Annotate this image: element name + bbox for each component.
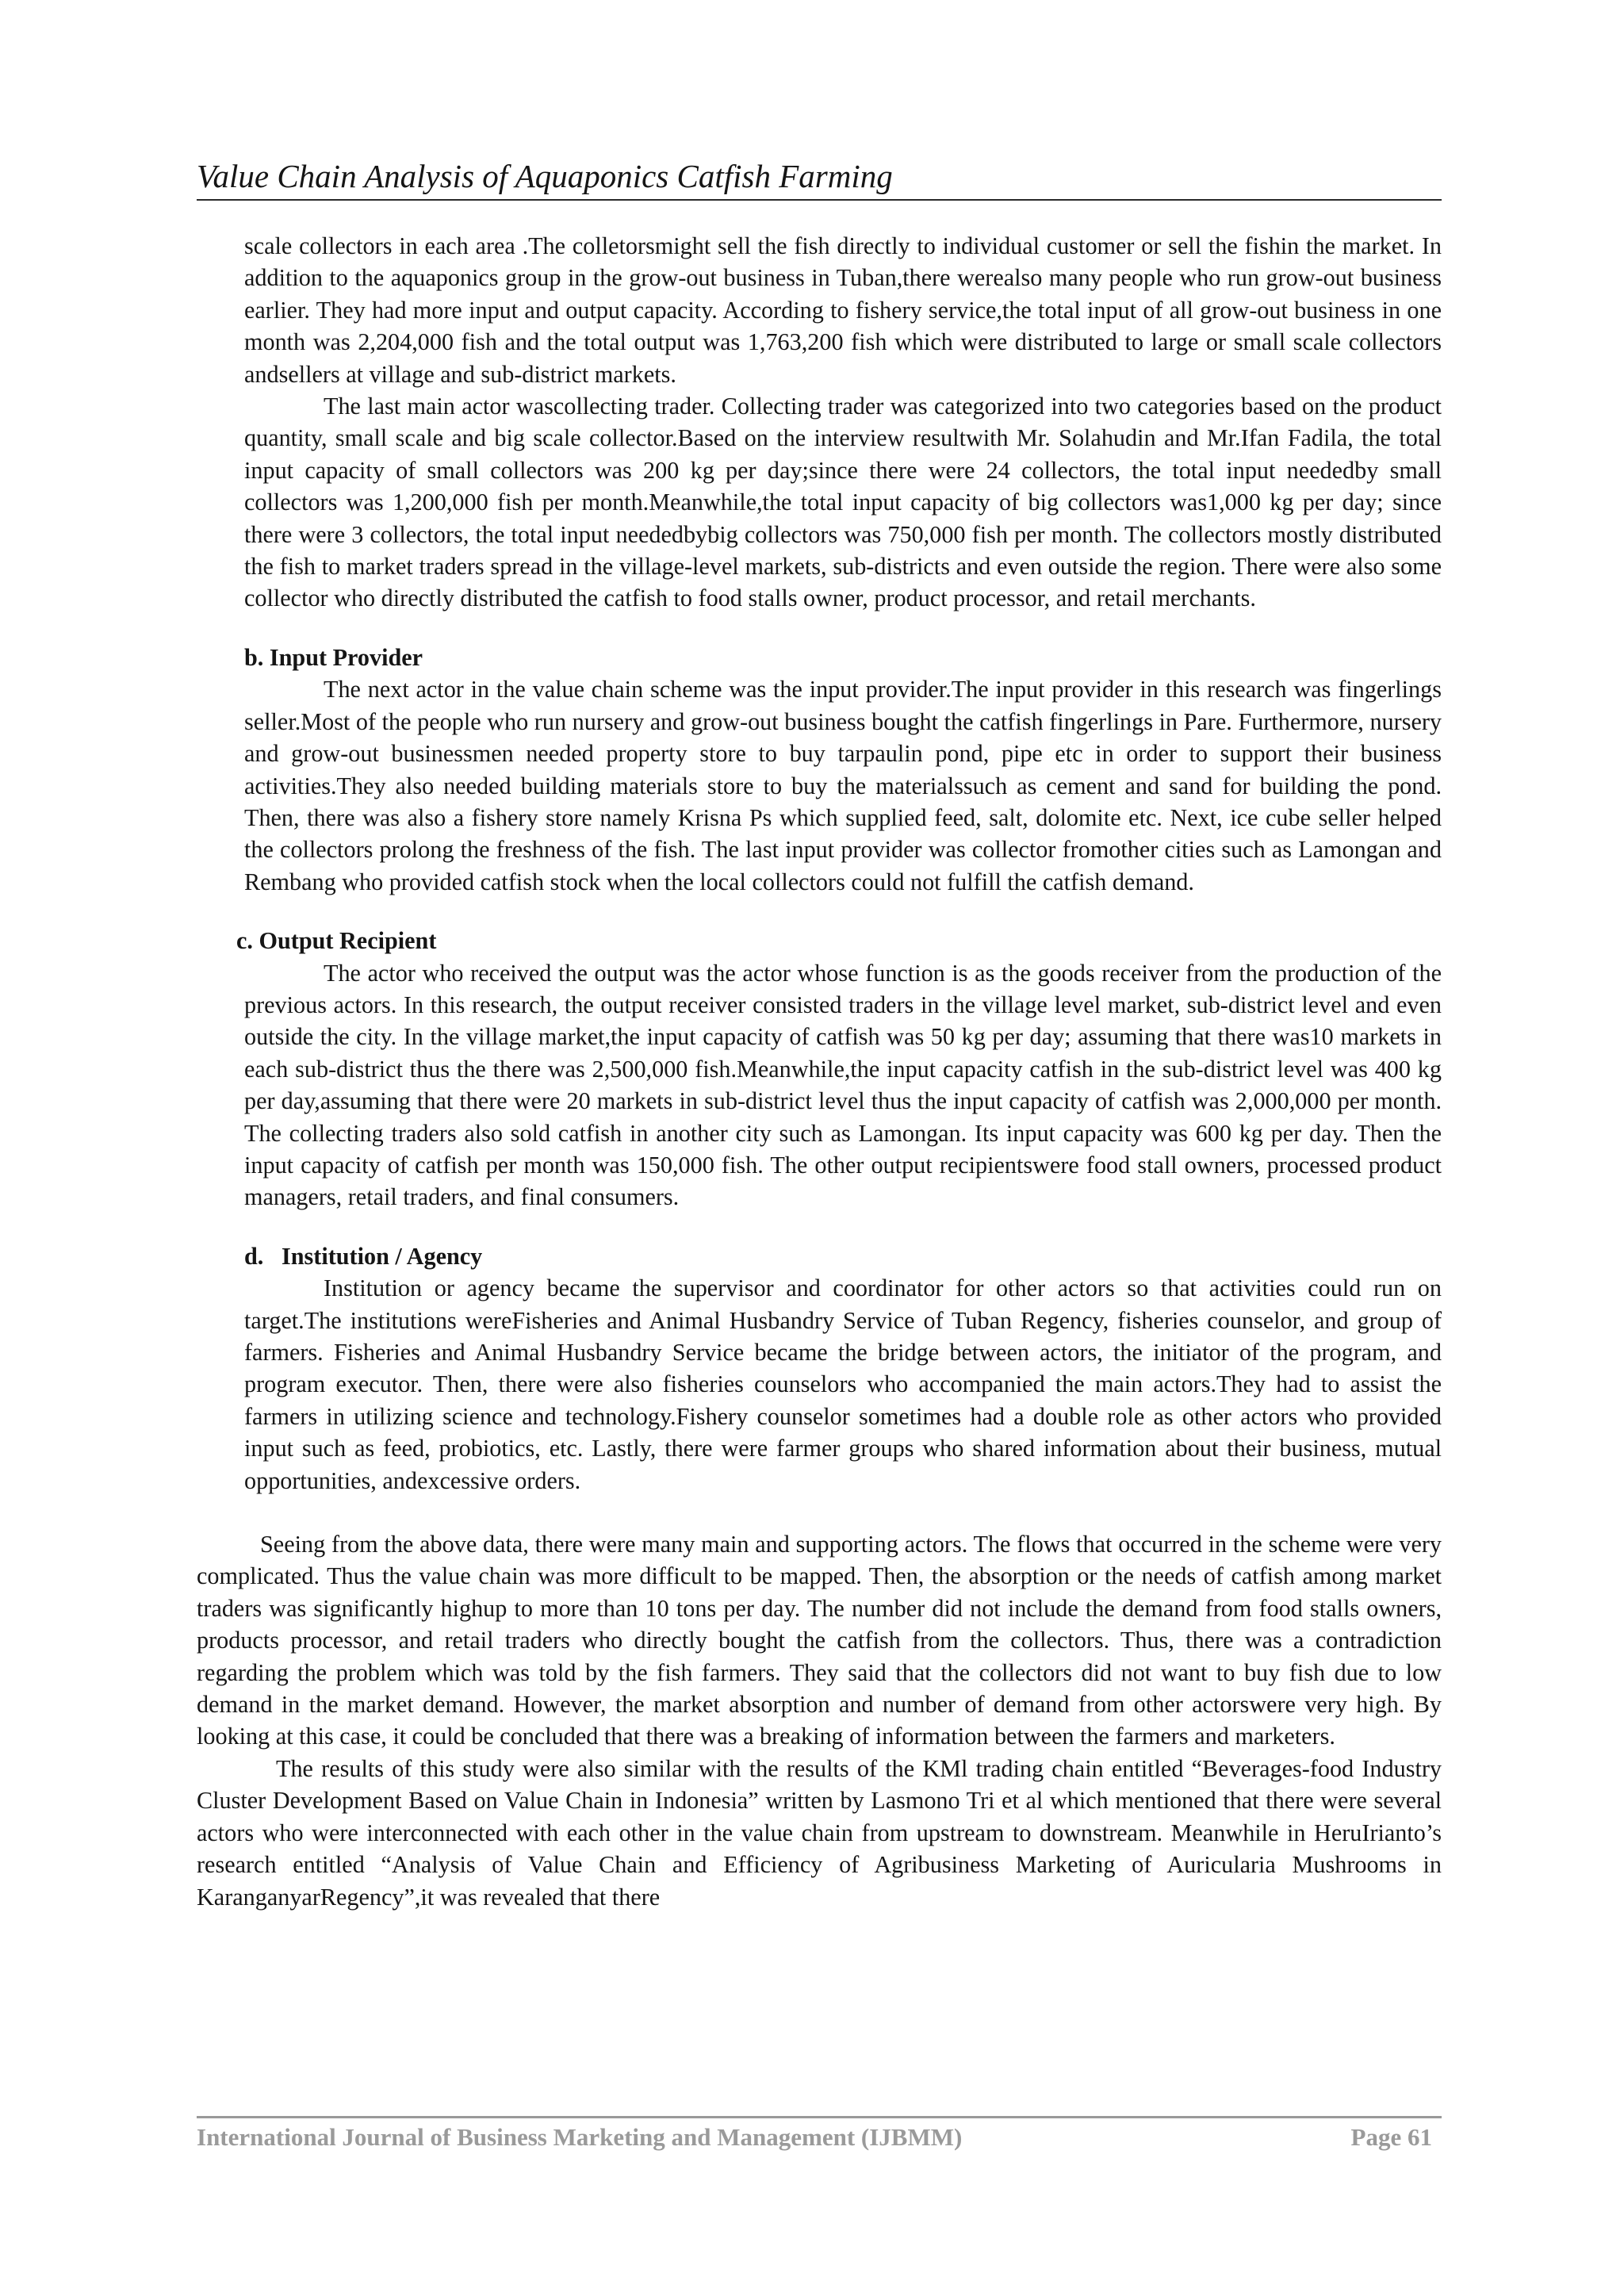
section-heading-input-provider: b. Input Provider [244,643,423,671]
paragraph-collecting-trader: The last main actor wascollecting trader. Collecting trader was categorized into two categories based on the product quantity, small scale and big scale collector.Based on the interview resultwith Mr. Solahudin and Mr.Ifan Fadila, the total input capacity of small collectors was 200 kg per day;since there were 24 collectors, the total input neededby small collectors was 1,200,000 fish per month.Meanwhile,the total input capacity of big collectors was1,000 kg per day; since there were 3 collectors, the total input neededbybig collectors was 750,000 fish per month. The collectors mostly distributed the fish to market traders spread in the village-level markets, sub-districts and even outside the region. There were also some collector who directly distributed the catfish to food stalls owner, product processor, and retail merchants. [244,393,1442,612]
paragraph-input-provider: The next actor in the value chain scheme was the input provider.The input provider in this research was fingerlings seller.Most of the people who run nursery and grow-out business bought the catfish fingerlings in Pare. Furthermore, nursery and grow-out businessmen needed property store to buy tarpaulin pond, pipe etc in order to support their business activities.They also needed building materials store to buy the materialssuch as cement and sand for building the pond. Then, there was also a fishery store namely Krisna Ps which supplied feed, salt, dolomite etc. Next, ice cube seller helped the collectors prolong the freshness of the fish. The last input provider was collector fromother cities such as Lamongan and Rembang who provided catfish stock when the local collectors could not fulfill the catfish demand. [244,676,1442,895]
paragraph-collectors-intro: scale collectors in each area .The colletorsmight sell the fish directly to individual customer or sell the fishin the market. In addition to the aquaponics group in the grow-out business in Tuban,there werealso many people who run grow-out business earlier. They had more input and output capacity. According to fishery service,the total input of all grow-out business in one month was 2,204,000 fish and the total output was 1,763,200 fish which were distributed to large or small scale collectors andsellers at village and sub-district markets. [244,232,1442,388]
paragraph-institution: Institution or agency became the supervisor and coordinator for other actors so that activities could run on target.The institutions wereFisheries and Animal Husbandry Service of Tuban Regency, fisheries counselor, and group of farmers. Fisheries and Animal Husbandry Service became the bridge between actors, the initiator of the program, and program executor. Then, there were also fisheries counselors who accompanied the main actors.They had to assist the farmers in utilizing science and technology.Fishery counselor sometimes had a double role as other actors who provided input such as feed, probiotics, etc. Lastly, there were farmer groups who shared information about their business, mutual opportunities, andexcessive orders. [244,1274,1442,1494]
page-number: Page 61 [1350,2123,1432,2151]
page-body [197,230,1442,1913]
indented-section [197,230,1442,1497]
page-footer [197,2116,1442,2152]
running-title: Value Chain Analysis of Aquaponics Catfish Farming [197,158,893,194]
paragraph-output-recipient: The actor who received the output was the actor whose function is as the goods receiver from the production of the previous actors. In this research, the output receiver consisted traders in the village level market, sub-district level and even outside the city. In the village market,the input capacity of catfish was 50 kg per day; assuming that there was10 markets in each sub-district thus the there was 2,500,000 fish.Meanwhile,the input capacity catfish in the sub-district level was 400 kg per day,assuming that there were 20 markets in sub-district level thus the input capacity of catfish was 2,000,000 per month. The collecting traders also sold catfish in another city such as Lamongan. Its input capacity was 600 kg per day. Then the input capacity of catfish per month was 150,000 fish. The other output recipientswere food stall owners, processed product managers, retail traders, and final consumers. [244,959,1442,1211]
section-heading-institution: d. Institution / Agency [244,1242,483,1270]
journal-name: International Journal of Business Marketing and Management (IJBMM) [197,2123,963,2151]
running-header [197,155,1442,201]
paragraph-comparison: The results of this study were also similar with the results of the KMl trading chain entitled “Beverages-food Industry Cluster Development Based on Value Chain in Indonesia” written by Lasmono Tri et al which mentioned that there were several actors who were interconnected with each other in the value chain from upstream to downstream. Meanwhile in HeruIrianto’s research entitled “Analysis of Value Chain and Efficiency of Agribusiness Marketing of Auricularia Mushrooms in KaranganyarRegency”,it was revealed that there [197,1754,1442,1911]
paragraph-discussion: Seeing from the above data, there were many main and supporting actors. The flows that occurred in the scheme were very complicated. Thus the value chain was more difficult to be mapped. Then, the absorption or the needs of catfish among market traders was significantly highup to more than 10 tons per day. The number did not include the demand from food stalls owners, products processor, and retail traders who directly bought the catfish from the collectors. Thus, there was a contradiction regarding the problem which was told by the fish farmers. They said that the collectors did not want to buy fish due to low demand in the market demand. However, the market absorption and number of demand from other actorswere very high. By looking at this case, it could be concluded that there was a breaking of information between the farmers and marketers. [197,1531,1442,1750]
section-heading-output-recipient: c. Output Recipient [236,927,437,955]
